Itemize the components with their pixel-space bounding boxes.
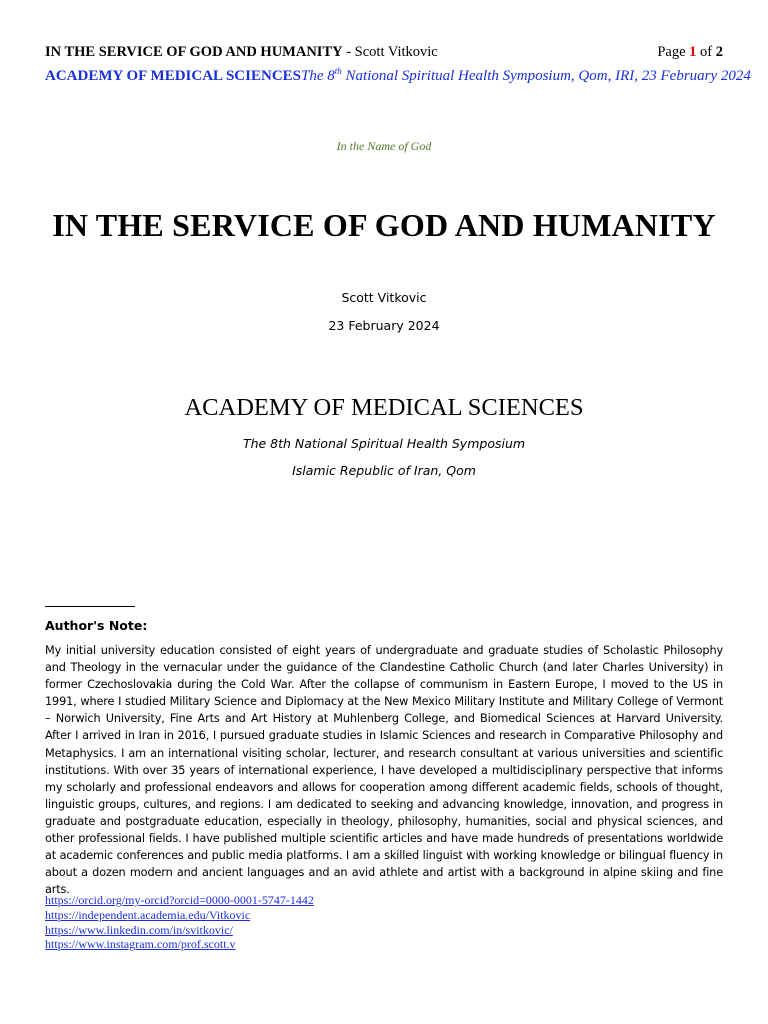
document-title: IN THE SERVICE OF GOD AND HUMANITY	[52, 207, 716, 243]
running-header-academy: ACADEMY OF MEDICAL SCIENCES	[45, 68, 301, 84]
profile-links	[45, 893, 314, 952]
symposium-name: The 8th National Spiritual Health Symposium	[242, 436, 526, 451]
footnote-heading: Author's Note:	[45, 618, 148, 633]
footnote-divider	[45, 606, 135, 607]
author-name: Scott Vitkovic	[341, 290, 427, 305]
orcid-link[interactable]: https://orcid.org/my-orcid?orcid=0000-0001-5747-1442	[45, 893, 314, 907]
page-prefix: Page	[657, 44, 690, 60]
invocation: In the Name of God	[336, 139, 432, 153]
symposium-post: National Spiritual Health Symposium, Qom, IRI, 23 February 2024	[341, 68, 751, 84]
document-date: 23 February 2024	[328, 318, 440, 333]
running-header-symposium	[301, 68, 751, 85]
running-subheader	[45, 66, 751, 85]
page-indicator	[657, 44, 723, 61]
running-header-author: - Scott Vitkovic	[342, 44, 438, 60]
footnote-body: My initial university education consisted of eight years of undergraduate and graduate studies of Scholastic Philosophy and Theology in the vernacular under the guidance of the Clandestine Catholic Church (and later Charles University) in former Czechoslovakia during the Cold War. After the collapse of communism in Eastern Europe, I moved to the US in 1991, where I studied Military Science and Diplomacy at the New Mexico Military Institute and Military College of Vermont – Norwich University, Fine Arts and Art History at Muhlenberg College, and Biomedical Sciences at Harvard University. After I arrived in Iran in 2016, I pursued graduate studies in Islamic Sciences and research in Comparative Philosophy and Metaphysics. I am an international visiting scholar, lecturer, and research consultant at various universities and scientific institutions. With over 35 years of international experience, I have developed a multidisciplinary perspective that informs my scholarly and professional endeavors and allows for cooperation among different academic fields, schools of thought, linguistic groups, cultures, and regions. I am dedicated to seeking and advancing knowledge, innovation, and progress in graduate and postgraduate education, especially in theology, philosophy, humanities, social and physical sciences, and other professional fields. I have published multiple scientific articles and have made hundreds of presentations worldwide at academic conferences and public media platforms. I am a skilled linguist with working knowledge or bilingual fluency in about a dozen modern and ancient languages and an avid athlete and artist with a background in alpine skiing and fine arts.	[45, 644, 723, 897]
total-page-number: 2	[715, 44, 723, 60]
symposium-pre: The 8	[301, 68, 335, 84]
current-page-number: 1	[689, 44, 697, 60]
symposium-location: Islamic Republic of Iran, Qom	[292, 463, 476, 478]
symposium-ordinal: th	[334, 66, 342, 76]
page-of: of	[696, 44, 716, 60]
running-header-title-line	[45, 44, 438, 61]
academia-link[interactable]: https://independent.academia.edu/Vitkovic	[45, 907, 251, 922]
instagram-link[interactable]: https://www.instagram.com/prof.scott.v	[45, 937, 236, 952]
linkedin-link[interactable]: https://www.linkedin.com/in/svitkovic/	[45, 922, 233, 937]
academy-title: ACADEMY OF MEDICAL SCIENCES	[184, 394, 584, 421]
running-header	[45, 44, 723, 61]
running-header-title: IN THE SERVICE OF GOD AND HUMANITY	[45, 44, 343, 60]
